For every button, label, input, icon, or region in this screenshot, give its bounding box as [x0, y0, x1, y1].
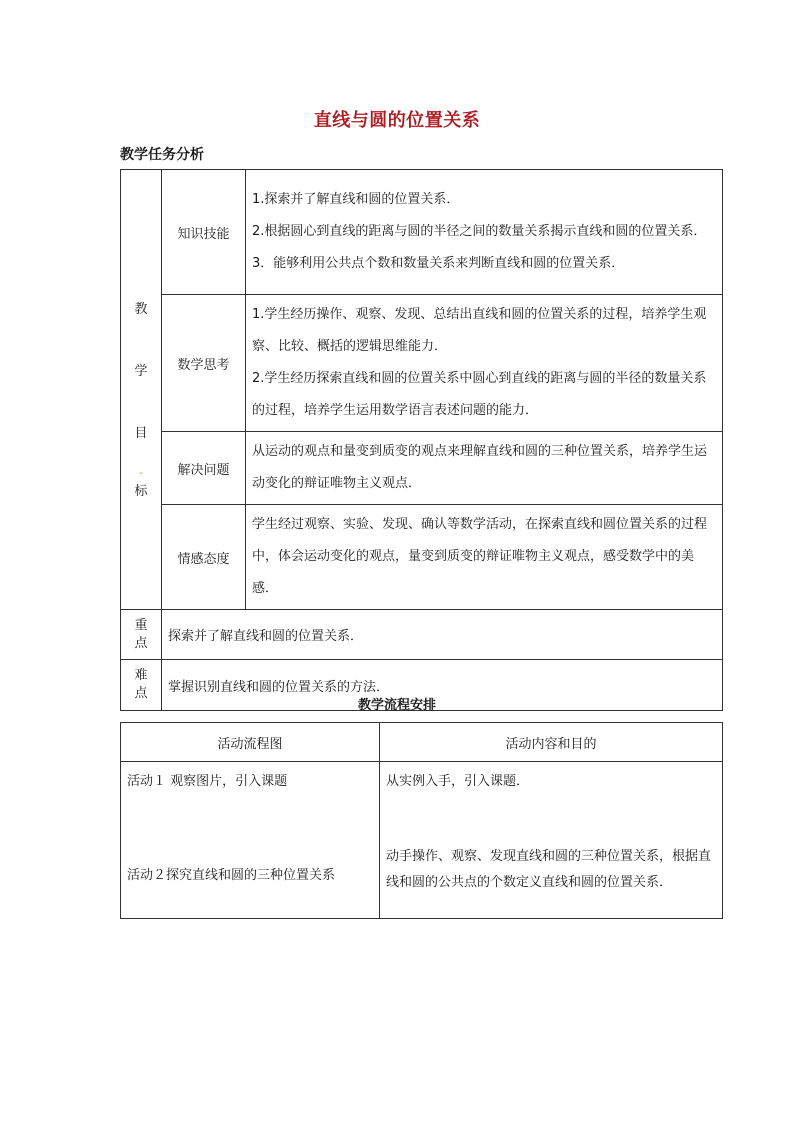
- content-line: 从运动的观点和量变到质变的观点来理解直线和圆的三种位置关系，培养学生运动变化的辩证唯物主义观点．: [252, 444, 708, 491]
- content-line: 1.学生经历操作、观察、发现、总结出直线和圆的位置关系的过程，培养学生观察、比较、概括的逻辑思维能力．: [252, 307, 707, 354]
- section-heading-flow: 教学流程安排: [357, 698, 436, 713]
- table-row: [121, 170, 723, 295]
- activity-2: 活动２探究直线和圆的三种位置关系: [127, 868, 336, 883]
- table-row: [121, 762, 723, 919]
- label-char: 难: [134, 668, 148, 683]
- key-point-content: 探索并了解直线和圆的位置关系．: [162, 610, 723, 660]
- content-line: 2.学生经历探索直线和圆的位置关系中圆心到直线的距离与圆的半径的数量关系的过程，培养学生运用数学语言表述问题的能力．: [252, 371, 707, 418]
- key-point-label: [121, 610, 162, 660]
- activity-1: 活动１ 观察图片，引入课题: [127, 774, 288, 789]
- goal-label-char: 标: [134, 483, 148, 499]
- flow-activities-cell: [121, 762, 380, 919]
- section-heading-task-analysis: 教学任务分析: [120, 147, 204, 163]
- goal-label-char: 学: [134, 363, 148, 379]
- goal-label-cell: [121, 170, 162, 610]
- category-knowledge-skills: 知识技能: [162, 170, 246, 295]
- flow-header-left: 活动流程图: [121, 723, 380, 762]
- content-line: 2.根据圆心到直线的距离与圆的半径之间的数量关系揭示直线和圆的位置关系．: [252, 224, 707, 239]
- difficulty-content: 掌握识别直线和圆的位置关系的方法．: [162, 660, 723, 711]
- table-row: [121, 610, 723, 660]
- purpose-2: 动手操作、观察、发现直线和圆的三种位置关系，根据直线和圆的公共点的个数定义直线和圆的位置关系．: [386, 849, 712, 890]
- content-math-thinking: [246, 295, 723, 432]
- table-row: [121, 505, 723, 610]
- content-knowledge-skills: [246, 170, 723, 295]
- purpose-1: 从实例入手，引入课题．: [386, 774, 530, 789]
- content-attitude: [246, 505, 723, 610]
- flow-table: [120, 722, 723, 919]
- goal-label-char: 教: [134, 301, 148, 317]
- content-line: 3．能够利用公共点个数和数量关系来判断直线和圆的位置关系．: [252, 256, 625, 271]
- flow-purpose-cell: [380, 762, 723, 919]
- content-line: 学生经过观察、实验、发现、确认等数学活动，在探索直线和圆位置关系的过程中，体会运动变化的观点，量变到质变的辩证唯物主义观点，感受数学中的美感．: [252, 517, 708, 596]
- category-problem-solving: 解决问题: [162, 432, 246, 505]
- table-row: [121, 295, 723, 432]
- table-row: [121, 432, 723, 505]
- content-problem-solving: [246, 432, 723, 505]
- task-analysis-table: [120, 169, 723, 711]
- page-title: 直线与圆的位置关系: [313, 110, 481, 131]
- content-line: 1.探索并了解直线和圆的位置关系．: [252, 192, 460, 207]
- table-row: [121, 723, 723, 762]
- label-char: 点: [134, 635, 148, 651]
- flow-header-right: 活动内容和目的: [380, 723, 723, 762]
- goal-label-dash: -: [139, 467, 143, 479]
- category-attitude: 情感态度: [162, 505, 246, 610]
- label-char: 点: [134, 686, 148, 701]
- goal-label-char: 目: [134, 425, 148, 441]
- category-math-thinking: 数学思考: [162, 295, 246, 432]
- label-char: 重: [134, 617, 148, 633]
